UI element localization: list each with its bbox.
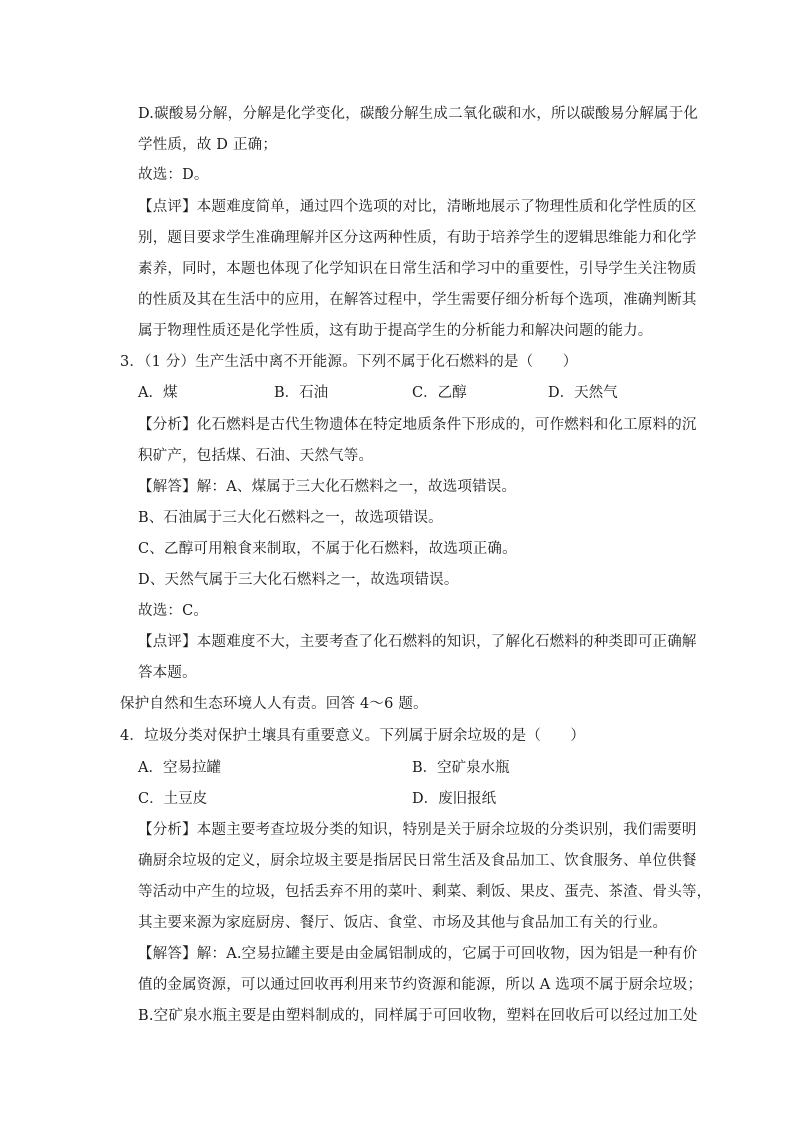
- q2-option-d-explanation-cont: 学性质，故 D 正确；: [138, 137, 278, 153]
- q3-comment-line: 答本题。: [138, 665, 197, 681]
- q4-option-c: C．土豆皮: [138, 791, 208, 807]
- q3-stem: 3．（1 分）生产生活中离不开能源。下列不属于化石燃料的是（ ）: [120, 354, 578, 370]
- q3-option-b: B．石油: [274, 385, 329, 401]
- q2-comment-line: 的性质及其在生活中的应用，在解答过程中，学生需要仔细分析每个选项，准确判断其: [138, 292, 697, 308]
- q3-answer-line: B、石油属于三大化石燃料之一，故选项错误。: [138, 510, 443, 526]
- q3-option-a: A．煤: [138, 385, 178, 401]
- q4-analysis-line: 其主要来源为家庭厨房、餐厅、饭店、食堂、市场及其他与食品加工有关的行业。: [138, 915, 668, 931]
- q3-answer-line: C、乙醇可用粮食来制取，不属于化石燃料，故选项正确。: [138, 541, 517, 557]
- q2-comment-line: 别，题目要求学生准确理解并区分这两种性质，有助于培养学生的逻辑思维能力和化学: [138, 230, 697, 246]
- q4-answer-line: B.空矿泉水瓶主要是由塑料制成的，同样属于可回收物，塑料在回收后可以经过加工处: [138, 1008, 698, 1024]
- q3-analysis-line: 【分析】化石燃料是古代生物遗体在特定地质条件下形成的，可作燃料和化工原料的沉: [138, 417, 697, 433]
- q2-option-d-explanation: D.碳酸易分解，分解是化学变化，碳酸分解生成二氧化碳和水，所以碳酸易分解属于化: [138, 106, 699, 122]
- q4-analysis-line: 【分析】本题主要考查垃圾分类的知识，特别是关于厨余垃圾的分类识别，我们需要明: [138, 822, 697, 838]
- q2-comment-line: 【点评】本题难度简单，通过四个选项的对比，清晰地展示了物理性质和化学性质的区: [138, 199, 697, 215]
- q4-analysis-line: 确厨余垃圾的定义，厨余垃圾主要是指居民日常生活及食品加工、饮食服务、单位供餐: [138, 853, 697, 869]
- q4-answer-line: 【解答】解：A.空易拉罐主要是由金属铝制成的，它属于可回收物，因为铝是一种有价: [138, 946, 698, 962]
- q3-comment-line: 【点评】本题难度不大，主要考查了化石燃料的知识，了解化石燃料的种类即可正确解: [138, 634, 697, 650]
- q4-answer-line: 值的金属资源，可以通过回收再利用来节约资源和能源，所以 A 选项不属于厨余垃圾；: [138, 977, 703, 993]
- q3-answer-line: D、天然气属于三大化石燃料之一，故选项错误。: [138, 572, 459, 588]
- q4-analysis-line: 等活动中产生的垃圾，包括丢弃不用的菜叶、剩菜、剩饭、果皮、蛋壳、茶渣、骨头等，: [138, 884, 712, 900]
- q4-option-b: B．空矿泉水瓶: [412, 760, 510, 776]
- q4-option-a: A．空易拉罐: [138, 760, 221, 776]
- q3-option-c: C．乙醇: [412, 385, 467, 401]
- q4-stem: 4．垃圾分类对保护土壤具有重要意义。下列属于厨余垃圾的是（ ）: [120, 728, 586, 744]
- q3-answer-line: 【解答】解：A、煤属于三大化石燃料之一，故选项错误。: [138, 479, 517, 495]
- q4-option-d: D．废旧报纸: [412, 791, 497, 807]
- q2-comment-line: 属于物理性质还是化学性质，这有助于提高学生的分析能力和解决问题的能力。: [138, 323, 653, 339]
- q2-comment-line: 素养，同时，本题也体现了化学知识在日常生活和学习中的重要性，引导学生关注物质: [138, 261, 697, 277]
- q3-option-d: D．天然气: [548, 385, 618, 401]
- section-intro: 保护自然和生态环境人人有责。回答 4～6 题。: [120, 696, 428, 712]
- q2-choice: 故选：D。: [138, 167, 209, 183]
- q3-choice: 故选：C。: [138, 603, 209, 619]
- q3-analysis-line: 积矿产，包括煤、石油、天然气等。: [138, 448, 374, 464]
